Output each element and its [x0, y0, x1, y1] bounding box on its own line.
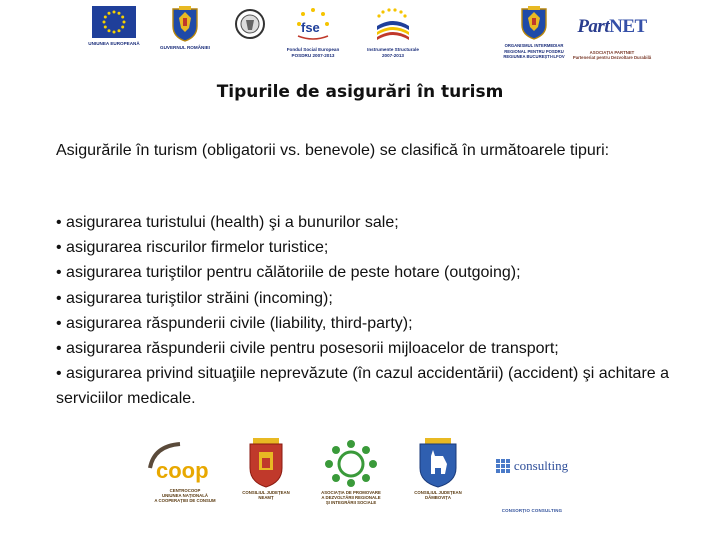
dambovita-coat-of-arms-icon	[417, 438, 459, 488]
coop-mark-text: coop	[156, 458, 209, 483]
list-item: • asigurarea turistului (health) şi a bunurilor sale;	[56, 214, 399, 231]
fse-caption-line-2: POSDRU 2007-2013	[291, 52, 335, 58]
partnet-wordmark-part: Part	[577, 16, 610, 37]
oirposdru-logo	[494, 6, 574, 78]
consulting-wordmark: consulting	[513, 458, 569, 473]
centrocoop-caption-line-2: UNIUNEA NAȚIONALĂ	[162, 493, 208, 498]
dambovita-caption-line-1: CONSILIUL JUDEȚEAN	[414, 490, 462, 495]
oir-caption-line-3: REGIUNEA BUCUREȘTI-ILFOV	[503, 54, 565, 59]
si-caption-line-1: Instrumente Structurale	[367, 47, 419, 52]
dambovita-county-council-logo	[406, 438, 470, 500]
insurance-types-list	[56, 210, 681, 412]
list-item: • asigurarea turiştilor pentru călătoriile de peste hotare (outgoing);	[56, 264, 521, 282]
consulting-logo	[484, 438, 580, 513]
fse-logo	[276, 6, 350, 78]
svg-text:fse: fse	[301, 20, 320, 35]
list-item: • asigurarea turiştilor străini (incoming);	[56, 289, 333, 307]
centrocoop-mark-icon	[144, 438, 226, 486]
consulting-grid-icon	[496, 459, 510, 473]
neamt-coat-of-arms-icon	[247, 438, 285, 488]
people-circle-icon	[316, 438, 386, 488]
eu-caption: UNIUNEA EUROPEANĂ	[88, 41, 140, 46]
social-development-association-logo	[306, 438, 396, 505]
association-caption-line-2: A DEZVOLTĂRII REGIONALE	[321, 495, 381, 500]
centrocoop-caption-line-1: CENTROCOOP	[169, 488, 201, 493]
oir-coat-of-arms-icon	[519, 6, 549, 40]
fse-caption-line-1: Fondul Social European	[286, 47, 340, 52]
neamt-caption-line-1: CONSILIUL JUDEȚEAN	[242, 490, 290, 495]
oir-caption-line-2: REGIONAL PENTRU POSDRU	[504, 48, 564, 54]
list-item: • asigurarea privind situaţiile neprevăzute (în cazul accidentării) (accident) şi achitare a serviciilor medicale.	[56, 365, 670, 408]
romanian-government-logo	[152, 6, 218, 78]
structural-instruments-icon	[373, 6, 413, 44]
partnet-wordmark	[577, 16, 646, 38]
intro-paragraph: Asigurările în turism (obligatorii vs. benevole) se clasifică în următoarele tipuri:	[56, 142, 610, 159]
structural-instruments-logo	[356, 6, 430, 78]
centrocoop-logo	[140, 438, 230, 503]
list-item: • asigurarea riscurilor firmelor turistice;	[56, 239, 329, 257]
list-item: • asigurarea răspunderii civile (liability, third-party);	[56, 314, 413, 332]
page-title: Tipurile de asigurări în turism	[216, 82, 504, 102]
fse-mark-icon	[293, 6, 333, 44]
oir-caption-line-1: ORGANISMUL INTERMEDIAR	[504, 43, 564, 48]
association-caption-line-3: ȘI INTEGRĂRII SOCIALE	[325, 500, 377, 505]
footer-logo-strip	[140, 438, 580, 538]
list-item: • asigurarea răspunderii civile pentru posesorii mijloacelor de transport;	[56, 340, 559, 358]
partnet-wordmark-net: NET	[609, 16, 647, 37]
ministry-seal-icon	[234, 6, 266, 42]
eu-flag-logo	[80, 6, 148, 78]
association-caption-line-1: ASOCIAȚIA DE PROMOVARE	[321, 490, 381, 495]
partnet-logo	[572, 6, 652, 78]
romanian-coat-of-arms-icon	[170, 6, 200, 42]
dambovita-caption-line-2: DÂMBOVIȚA	[424, 495, 452, 500]
partnet-caption-line-2: Parteneriat pentru Dezvoltare Durabilă	[572, 55, 652, 61]
neamt-caption-line-2: NEAMȚ	[258, 495, 274, 500]
ministry-seal-logo	[230, 6, 270, 78]
centrocoop-caption-line-3: A COOPERAȚIEI DE CONSUM	[154, 498, 216, 503]
header-logo-strip	[80, 6, 650, 78]
eu-flag-icon	[92, 6, 136, 38]
si-caption-line-2: 2007-2013	[382, 52, 404, 58]
gov-caption: GUVERNUL ROMÂNIEI	[160, 45, 210, 50]
consulting-caption: CONSORȚIO CONSULTING	[501, 508, 563, 513]
partnet-caption-line-1: ASOCIAȚIA PARTNET	[589, 50, 635, 55]
neamt-county-council-logo	[238, 438, 294, 500]
